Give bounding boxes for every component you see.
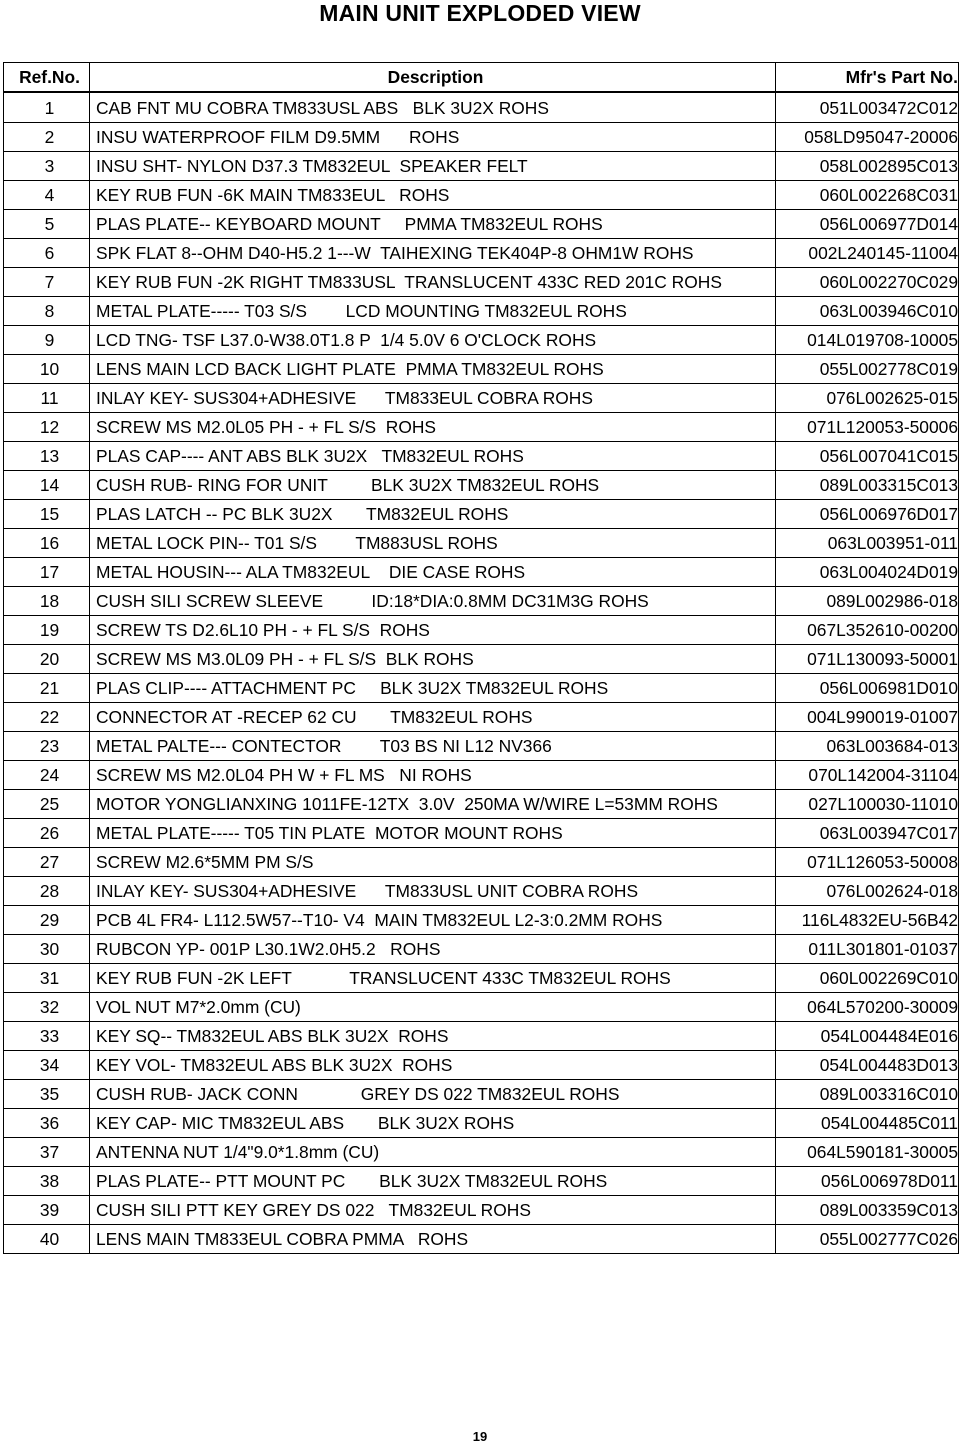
part-no-cell: 011L301801-01037 xyxy=(776,935,959,964)
description-cell: CUSH SILI SCREW SLEEVE ID:18*DIA:0.8MM DC31M3G ROHS xyxy=(90,587,776,616)
table-row xyxy=(4,674,959,703)
description-cell: PLAS PLATE-- KEYBOARD MOUNT PMMA TM832EUL ROHS xyxy=(90,210,776,239)
header-ref-no: Ref.No. xyxy=(4,63,90,93)
ref-no-cell: 5 xyxy=(4,210,90,239)
table-row xyxy=(4,297,959,326)
part-no-cell: 063L003946C010 xyxy=(776,297,959,326)
part-no-cell: 060L002268C031 xyxy=(776,181,959,210)
ref-no-cell: 7 xyxy=(4,268,90,297)
description-cell: RUBCON YP- 001P L30.1W2.0H5.2 ROHS xyxy=(90,935,776,964)
description-cell: INSU WATERPROOF FILM D9.5MM ROHS xyxy=(90,123,776,152)
part-no-cell: 058L002895C013 xyxy=(776,152,959,181)
table-row xyxy=(4,181,959,210)
ref-no-cell: 8 xyxy=(4,297,90,326)
description-cell: MOTOR YONGLIANXING 1011FE-12TX 3.0V 250MA W/WIRE L=53MM ROHS xyxy=(90,790,776,819)
table-row xyxy=(4,732,959,761)
ref-no-cell: 20 xyxy=(4,645,90,674)
ref-no-cell: 16 xyxy=(4,529,90,558)
description-cell: KEY VOL- TM832EUL ABS BLK 3U2X ROHS xyxy=(90,1051,776,1080)
description-cell: INLAY KEY- SUS304+ADHESIVE TM833USL UNIT COBRA ROHS xyxy=(90,877,776,906)
description-cell: CAB FNT MU COBRA TM833USL ABS BLK 3U2X ROHS xyxy=(90,92,776,123)
description-cell: PLAS LATCH -- PC BLK 3U2X TM832EUL ROHS xyxy=(90,500,776,529)
table-row xyxy=(4,442,959,471)
part-no-cell: 054L004484E016 xyxy=(776,1022,959,1051)
parts-table xyxy=(3,62,959,1254)
table-row xyxy=(4,1138,959,1167)
ref-no-cell: 32 xyxy=(4,993,90,1022)
ref-no-cell: 29 xyxy=(4,906,90,935)
description-cell: SCREW MS M2.0L04 PH W + FL MS NI ROHS xyxy=(90,761,776,790)
part-no-cell: 064L570200-30009 xyxy=(776,993,959,1022)
table-row xyxy=(4,326,959,355)
table-row xyxy=(4,1080,959,1109)
part-no-cell: 063L004024D019 xyxy=(776,558,959,587)
part-no-cell: 014L019708-10005 xyxy=(776,326,959,355)
table-row xyxy=(4,587,959,616)
part-no-cell: 089L002986-018 xyxy=(776,587,959,616)
description-cell: KEY CAP- MIC TM832EUL ABS BLK 3U2X ROHS xyxy=(90,1109,776,1138)
part-no-cell: 004L990019-01007 xyxy=(776,703,959,732)
part-no-cell: 056L006978D011 xyxy=(776,1167,959,1196)
header-row xyxy=(4,63,959,93)
part-no-cell: 063L003684-013 xyxy=(776,732,959,761)
header-part-no: Mfr's Part No. xyxy=(776,63,959,93)
page-number: 19 xyxy=(472,1429,488,1444)
part-no-cell: 063L003951-011 xyxy=(776,529,959,558)
ref-no-cell: 3 xyxy=(4,152,90,181)
ref-no-cell: 15 xyxy=(4,500,90,529)
part-no-cell: 056L006977D014 xyxy=(776,210,959,239)
table-row xyxy=(4,761,959,790)
table-row xyxy=(4,210,959,239)
description-cell: PCB 4L FR4- L112.5W57--T10- V4 MAIN TM832EUL L2-3:0.2MM ROHS xyxy=(90,906,776,935)
ref-no-cell: 22 xyxy=(4,703,90,732)
part-no-cell: 060L002269C010 xyxy=(776,964,959,993)
ref-no-cell: 40 xyxy=(4,1225,90,1254)
description-cell: LENS MAIN LCD BACK LIGHT PLATE PMMA TM832EUL ROHS xyxy=(90,355,776,384)
table-row xyxy=(4,877,959,906)
parts-table-header xyxy=(4,63,959,93)
ref-no-cell: 33 xyxy=(4,1022,90,1051)
parts-table-body xyxy=(4,92,959,1254)
table-row xyxy=(4,1167,959,1196)
ref-no-cell: 28 xyxy=(4,877,90,906)
description-cell: PLAS PLATE-- PTT MOUNT PC BLK 3U2X TM832EUL ROHS xyxy=(90,1167,776,1196)
part-no-cell: 055L002777C026 xyxy=(776,1225,959,1254)
part-no-cell: 027L100030-11010 xyxy=(776,790,959,819)
table-row xyxy=(4,152,959,181)
ref-no-cell: 11 xyxy=(4,384,90,413)
description-cell: CUSH SILI PTT KEY GREY DS 022 TM832EUL ROHS xyxy=(90,1196,776,1225)
table-row xyxy=(4,819,959,848)
ref-no-cell: 1 xyxy=(4,92,90,123)
part-no-cell: 067L352610-00200 xyxy=(776,616,959,645)
table-row xyxy=(4,239,959,268)
description-cell: VOL NUT M7*2.0mm (CU) xyxy=(90,993,776,1022)
part-no-cell: 063L003947C017 xyxy=(776,819,959,848)
description-cell: ANTENNA NUT 1/4"9.0*1.8mm (CU) xyxy=(90,1138,776,1167)
ref-no-cell: 36 xyxy=(4,1109,90,1138)
part-no-cell: 002L240145-11004 xyxy=(776,239,959,268)
ref-no-cell: 27 xyxy=(4,848,90,877)
table-row xyxy=(4,529,959,558)
part-no-cell: 051L003472C012 xyxy=(776,92,959,123)
description-cell: SCREW TS D2.6L10 PH - + FL S/S ROHS xyxy=(90,616,776,645)
ref-no-cell: 31 xyxy=(4,964,90,993)
page-title: MAIN UNIT EXPLODED VIEW xyxy=(319,0,641,26)
description-cell: KEY RUB FUN -2K RIGHT TM833USL TRANSLUCENT 433C RED 201C ROHS xyxy=(90,268,776,297)
part-no-cell: 064L590181-30005 xyxy=(776,1138,959,1167)
description-cell: SPK FLAT 8--OHM D40-H5.2 1---W TAIHEXING TEK404P-8 OHM1W ROHS xyxy=(90,239,776,268)
description-cell: PLAS CAP---- ANT ABS BLK 3U2X TM832EUL ROHS xyxy=(90,442,776,471)
description-cell: KEY RUB FUN -2K LEFT TRANSLUCENT 433C TM832EUL ROHS xyxy=(90,964,776,993)
ref-no-cell: 39 xyxy=(4,1196,90,1225)
ref-no-cell: 35 xyxy=(4,1080,90,1109)
table-row xyxy=(4,1022,959,1051)
ref-no-cell: 2 xyxy=(4,123,90,152)
table-row xyxy=(4,906,959,935)
part-no-cell: 076L002624-018 xyxy=(776,877,959,906)
ref-no-cell: 25 xyxy=(4,790,90,819)
description-cell: METAL HOUSIN--- ALA TM832EUL DIE CASE ROHS xyxy=(90,558,776,587)
ref-no-cell: 13 xyxy=(4,442,90,471)
table-row xyxy=(4,471,959,500)
description-cell: METAL LOCK PIN-- T01 S/S TM883USL ROHS xyxy=(90,529,776,558)
table-row xyxy=(4,558,959,587)
part-no-cell: 056L006981D010 xyxy=(776,674,959,703)
description-cell: CONNECTOR AT -RECEP 62 CU TM832EUL ROHS xyxy=(90,703,776,732)
ref-no-cell: 17 xyxy=(4,558,90,587)
table-row xyxy=(4,964,959,993)
part-no-cell: 056L007041C015 xyxy=(776,442,959,471)
ref-no-cell: 30 xyxy=(4,935,90,964)
table-row xyxy=(4,935,959,964)
ref-no-cell: 9 xyxy=(4,326,90,355)
table-row xyxy=(4,790,959,819)
description-cell: CUSH RUB- RING FOR UNIT BLK 3U2X TM832EUL ROHS xyxy=(90,471,776,500)
table-row xyxy=(4,1051,959,1080)
part-no-cell: 116L4832EU-56B42 xyxy=(776,906,959,935)
table-row xyxy=(4,384,959,413)
part-no-cell: 076L002625-015 xyxy=(776,384,959,413)
description-cell: INSU SHT- NYLON D37.3 TM832EUL SPEAKER FELT xyxy=(90,152,776,181)
part-no-cell: 089L003359C013 xyxy=(776,1196,959,1225)
table-row xyxy=(4,848,959,877)
description-cell: SCREW MS M3.0L09 PH - + FL S/S BLK ROHS xyxy=(90,645,776,674)
ref-no-cell: 10 xyxy=(4,355,90,384)
ref-no-cell: 21 xyxy=(4,674,90,703)
description-cell: KEY SQ-- TM832EUL ABS BLK 3U2X ROHS xyxy=(90,1022,776,1051)
part-no-cell: 071L120053-50006 xyxy=(776,413,959,442)
description-cell: SCREW MS M2.0L05 PH - + FL S/S ROHS xyxy=(90,413,776,442)
table-row xyxy=(4,645,959,674)
description-cell: METAL PALTE--- CONTECTOR T03 BS NI L12 NV366 xyxy=(90,732,776,761)
description-cell: PLAS CLIP---- ATTACHMENT PC BLK 3U2X TM832EUL ROHS xyxy=(90,674,776,703)
table-row xyxy=(4,1109,959,1138)
table-row xyxy=(4,92,959,123)
part-no-cell: 070L142004-31104 xyxy=(776,761,959,790)
ref-no-cell: 19 xyxy=(4,616,90,645)
ref-no-cell: 14 xyxy=(4,471,90,500)
ref-no-cell: 23 xyxy=(4,732,90,761)
table-row xyxy=(4,355,959,384)
part-no-cell: 089L003316C010 xyxy=(776,1080,959,1109)
table-row xyxy=(4,413,959,442)
part-no-cell: 054L004483D013 xyxy=(776,1051,959,1080)
part-no-cell: 058LD95047-20006 xyxy=(776,123,959,152)
part-no-cell: 056L006976D017 xyxy=(776,500,959,529)
ref-no-cell: 34 xyxy=(4,1051,90,1080)
table-row xyxy=(4,123,959,152)
ref-no-cell: 38 xyxy=(4,1167,90,1196)
description-cell: INLAY KEY- SUS304+ADHESIVE TM833EUL COBRA ROHS xyxy=(90,384,776,413)
description-cell: CUSH RUB- JACK CONN GREY DS 022 TM832EUL ROHS xyxy=(90,1080,776,1109)
ref-no-cell: 12 xyxy=(4,413,90,442)
part-no-cell: 071L130093-50001 xyxy=(776,645,959,674)
description-cell: LCD TNG- TSF L37.0-W38.0T1.8 P 1/4 5.0V 6 O'CLOCK ROHS xyxy=(90,326,776,355)
description-cell: SCREW M2.6*5MM PM S/S xyxy=(90,848,776,877)
table-row xyxy=(4,1225,959,1254)
table-row xyxy=(4,500,959,529)
description-cell: METAL PLATE----- T03 S/S LCD MOUNTING TM832EUL ROHS xyxy=(90,297,776,326)
ref-no-cell: 18 xyxy=(4,587,90,616)
description-cell: METAL PLATE----- T05 TIN PLATE MOTOR MOUNT ROHS xyxy=(90,819,776,848)
part-no-cell: 071L126053-50008 xyxy=(776,848,959,877)
part-no-cell: 060L002270C029 xyxy=(776,268,959,297)
header-description: Description xyxy=(90,63,776,93)
table-row xyxy=(4,1196,959,1225)
table-row xyxy=(4,703,959,732)
table-row xyxy=(4,616,959,645)
description-cell: KEY RUB FUN -6K MAIN TM833EUL ROHS xyxy=(90,181,776,210)
ref-no-cell: 37 xyxy=(4,1138,90,1167)
part-no-cell: 055L002778C019 xyxy=(776,355,959,384)
ref-no-cell: 26 xyxy=(4,819,90,848)
ref-no-cell: 4 xyxy=(4,181,90,210)
ref-no-cell: 6 xyxy=(4,239,90,268)
description-cell: LENS MAIN TM833EUL COBRA PMMA ROHS xyxy=(90,1225,776,1254)
table-row xyxy=(4,993,959,1022)
table-row xyxy=(4,268,959,297)
ref-no-cell: 24 xyxy=(4,761,90,790)
part-no-cell: 089L003315C013 xyxy=(776,471,959,500)
part-no-cell: 054L004485C011 xyxy=(776,1109,959,1138)
